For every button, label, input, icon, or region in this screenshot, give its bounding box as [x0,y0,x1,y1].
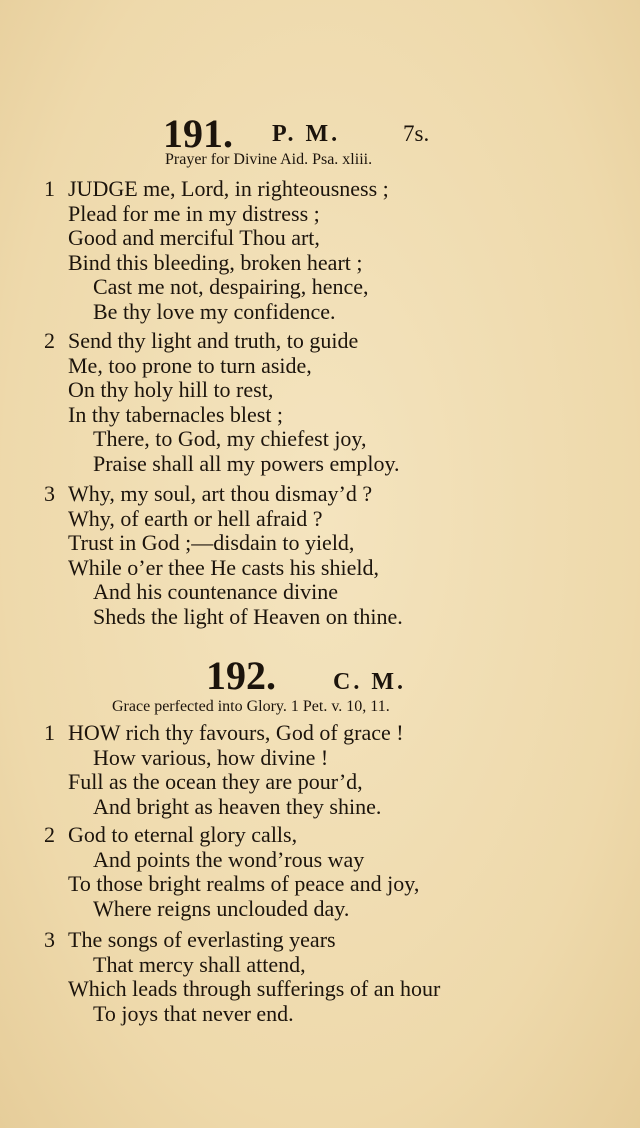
verse-line: Bind this bleeding, broken heart ; [68,249,363,275]
verse-line: While o’er thee He casts his shield, [68,554,379,580]
verse-line: To joys that never end. [93,1000,294,1026]
verse-line: Plead for me in my distress ; [68,200,320,226]
verse-line: Full as the ocean they are pour’d, [68,769,363,794]
hymn-subtitle: Prayer for Divine Aid. Psa. xliii. [165,151,373,168]
verse-number: 3 [44,927,55,952]
verse-line: Where reigns unclouded day. [93,895,350,921]
verse-line: God to eternal glory calls, [68,822,298,847]
verse-line: Be thy love my confidence. [93,298,336,324]
verse-line: How various, how divine ! [93,744,329,770]
verse-number: 2 [44,822,55,847]
verse-line: Why, of earth or hell afraid ? [68,505,323,531]
verse-number: 1 [44,720,55,745]
verse-line: And points the wond’rous way [93,846,365,872]
verse-line: Why, my soul, art thou dismay’d ? [68,481,373,506]
hymn-meter: C. M. [333,669,406,695]
verse-line: Sheds the light of Heaven on thine. [93,603,403,629]
verse-line: And his countenance divine [93,579,338,604]
verse-line: Good and merciful Thou art, [68,225,320,250]
hymn-subtitle: Grace perfected into Glory. 1 Pet. v. 10, 11. [112,698,390,715]
verse-line: Which leads through sufferings of an hour [68,976,441,1001]
hymn-number: 191. [163,111,233,156]
verse-line: Cast me not, despairing, hence, [93,274,369,299]
verse-line: Send thy light and truth, to guide [68,328,359,353]
verse-line: Trust in God ;—disdain to yield, [68,530,355,555]
verse-line: On thy holy hill to rest, [68,377,274,402]
verse-line: Praise shall all my powers employ. [93,450,400,476]
verse-number: 3 [44,481,55,506]
hymn-meter: P. M. [272,121,341,147]
verse-line: To those bright realms of peace and joy, [68,871,420,896]
verse-line: That mercy shall attend, [93,951,306,977]
verse-line: There, to God, my chiefest joy, [93,426,367,451]
verse-line: In thy tabernacles blest ; [68,401,284,427]
verse-number: 2 [44,328,55,353]
verse-line: The songs of everlasting years [68,927,336,952]
verse-line: And bright as heaven they shine. [93,793,382,819]
hymn-number: 192. [206,653,276,698]
verse-line: HOW rich thy favours, God of grace ! [68,720,404,745]
hymn-tune-reference: 7s. [403,121,430,146]
verse-line: Me, too prone to turn aside, [68,352,312,378]
verse-number: 1 [44,176,55,201]
verse-line: JUDGE me, Lord, in righteousness ; [68,176,389,201]
